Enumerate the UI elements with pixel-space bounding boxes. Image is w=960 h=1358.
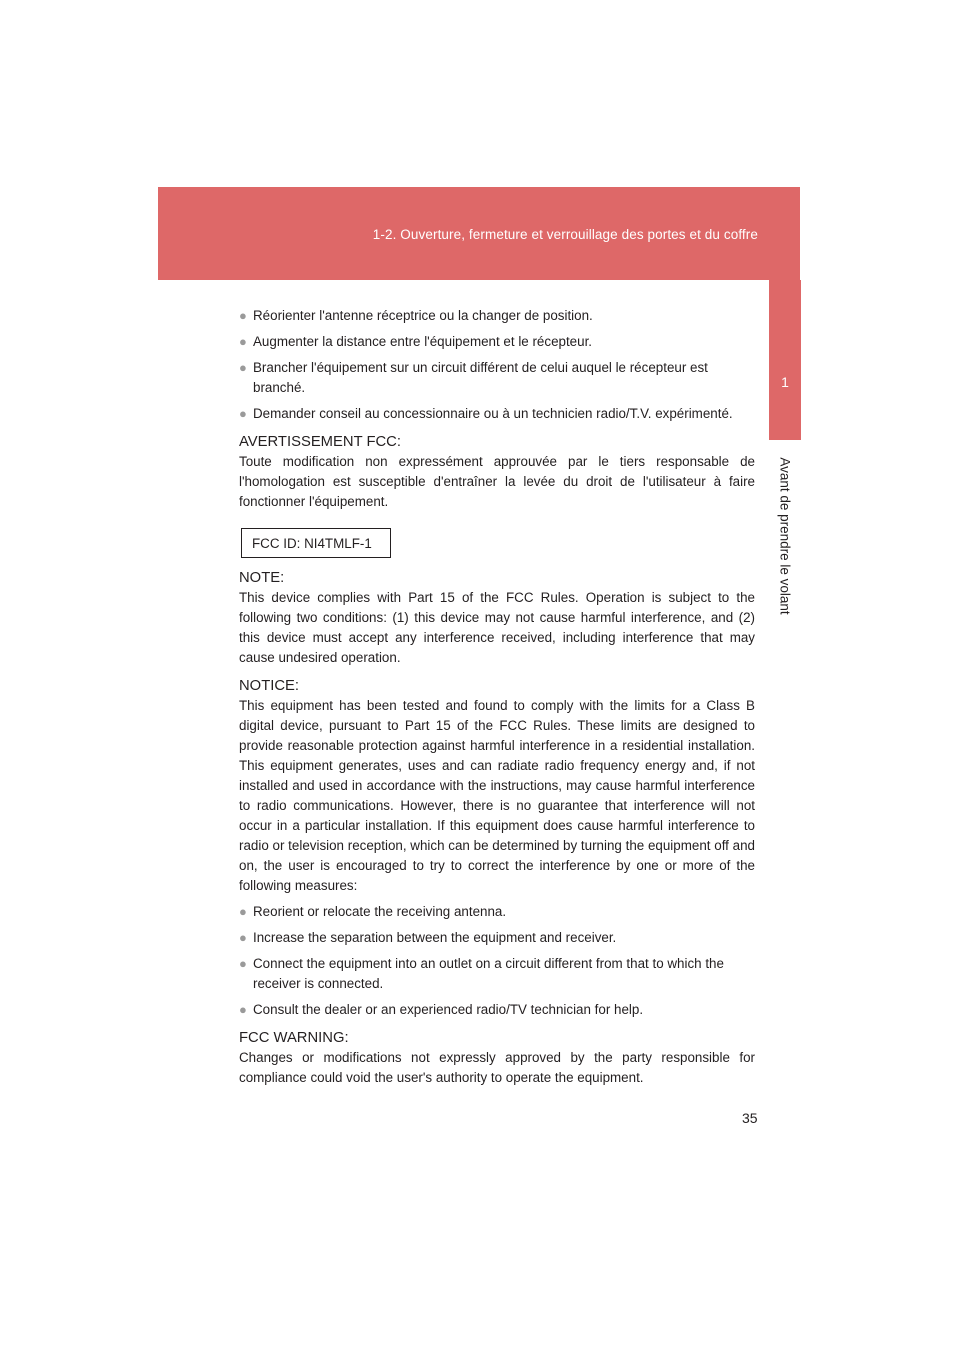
fcc-id-text: FCC ID: NI4TMLF-1	[252, 536, 372, 551]
bullet-icon: ●	[239, 1002, 247, 1017]
list-item: ● Demander conseil au concessionnaire ou à un technicien radio/T.V. expérimenté.	[239, 404, 755, 424]
fcc-id-box	[241, 528, 391, 558]
warning-heading: AVERTISSEMENT FCC:	[239, 434, 401, 450]
bullet-icon: ●	[239, 334, 247, 349]
chapter-label-text: Avant de prendre le volant	[777, 457, 793, 615]
page-number: 35	[742, 1110, 758, 1126]
list-item: ● Brancher l'équipement sur un circuit différent de celui auquel le récepteur est branché.	[239, 360, 708, 395]
bullet-icon: ●	[239, 360, 247, 375]
page-content	[239, 306, 755, 1094]
note-heading: NOTE:	[239, 570, 285, 586]
notice-paragraph: This equipment has been tested and found to comply with the limits for a Class B digital device, pursuant to Part 15 of the FCC Rules. These limits are designed to provide reasonable protection against harmful interference in a residential installation. This equipment generates, uses and can radiate radio frequency energy and, if not installed and used in accordance with the instructions, may cause harmful interference to radio communications. However, there is no guarantee that interference will not occur in a particular installation. If this equipment does cause harmful interference to radio or television reception, which can be determined by turning the equipment off and on, the user is encouraged to try to correct the interference by one or more of the following measures:	[239, 698, 755, 893]
bullet-icon: ●	[239, 956, 247, 971]
notice-heading: NOTICE:	[239, 678, 300, 694]
bullet-icon: ●	[239, 904, 247, 919]
chapter-tab	[769, 280, 801, 440]
list-item: ● Consult the dealer or an experienced radio/TV technician for help.	[239, 1000, 755, 1020]
section-title: 1-2. Ouverture, fermeture et verrouillage des portes et du coffre	[372, 227, 758, 242]
list-item: ● Reorient or relocate the receiving antenna.	[239, 902, 755, 922]
bullet-icon: ●	[239, 308, 247, 323]
bullet-icon: ●	[239, 930, 247, 945]
list-item: ● Réorienter l'antenne réceptrice ou la changer de position.	[239, 306, 755, 326]
note-paragraph: This device complies with Part 15 of the FCC Rules. Operation is subject to the following two conditions: (1) this device may not cause harmful interference, and (2) this device must accept any interference received, including interference that may cause undesired operation.	[239, 590, 755, 665]
list-item: ● Augmenter la distance entre l'équipement et le récepteur.	[239, 332, 755, 352]
list-item: ● Increase the separation between the equipment and receiver.	[239, 928, 755, 948]
list-item: ● Connect the equipment into an outlet on a circuit different from that to which the receiver is connected.	[239, 956, 724, 991]
chapter-number: 1	[781, 374, 789, 390]
chapter-header	[158, 187, 800, 280]
fcc-warning-heading: FCC WARNING:	[239, 1030, 349, 1046]
warning-paragraph: Toute modification non expressément approuvée par le tiers responsable de l'homologation est susceptible d'entraîner la levée du droit de l'utilisateur à faire fonctionner l'équipement.	[239, 454, 755, 509]
bullet-icon: ●	[239, 406, 247, 421]
fcc-warning-paragraph: Changes or modifications not expressly approved by the party responsible for compliance could void the user's authority to operate the equipment.	[239, 1050, 755, 1085]
